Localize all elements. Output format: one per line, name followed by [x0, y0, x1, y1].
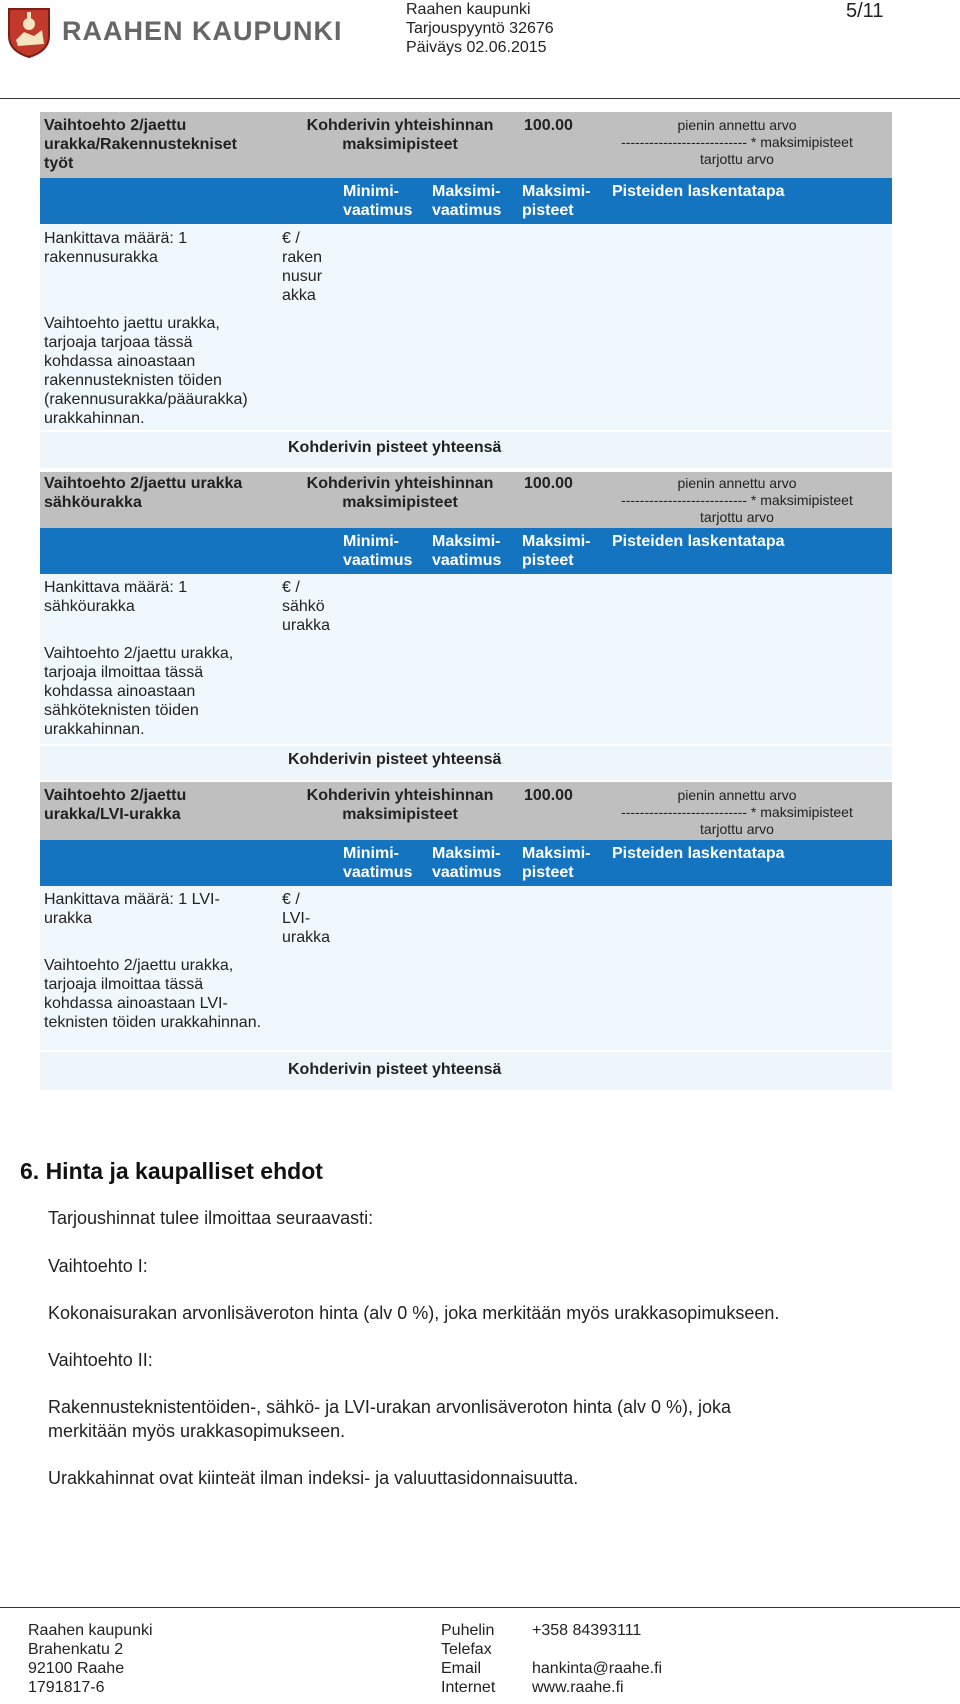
col-max-points: Maksimi- pisteet — [522, 533, 591, 569]
document-header-info — [406, 0, 554, 57]
header-org: Raahen kaupunki — [406, 1, 531, 18]
unit-text: € / LVI- urakka — [282, 891, 331, 946]
col-max-requirement: Maksimi- vaatimus — [432, 533, 502, 569]
page-number: 5/11 — [846, 0, 884, 22]
option2-text: Rakennusteknistentöiden-, sähkö- ja LVI-urakan arvonlisäveroton hinta (alv 0 %), joka merkitään myös urakkasopimukseen. — [48, 1397, 732, 1441]
col-scoring-method: Pisteiden laskentatapa — [612, 845, 785, 862]
quantity-text: Hankittava määrä: 1 LVI- urakka — [44, 891, 220, 927]
logo-wordmark: RAAHEN KAUPUNKI — [62, 16, 343, 46]
section-title: Vaihtoehto 2/jaettu urakka/LVI-urakka — [44, 787, 187, 823]
section-title: Vaihtoehto 2/jaettu urakka sähköurakka — [44, 475, 243, 511]
description-text: Vaihtoehto 2/jaettu urakka, tarjoaja ilmoittaa tässä kohdassa ainoastaan sähköteknisten töiden urakkahinnan. — [44, 645, 234, 738]
footer-phone: +358 84393111 — [532, 1622, 642, 1639]
footer-address: Raahen kaupunki Brahenkatu 2 92100 Raahe 1791817-6 — [28, 1622, 153, 1696]
header-date: Päiväys 02.06.2015 — [406, 39, 547, 56]
scoring-formula: pienin annettu arvo --------------------------- * maksimipisteet tarjottu arvo — [621, 475, 853, 525]
footer-email-link[interactable]: hankinta@raahe.fi — [532, 1660, 663, 1677]
footer-web-link[interactable]: www.raahe.fi — [532, 1679, 624, 1696]
city-crest-icon — [6, 6, 52, 58]
option2-label: Vaihtoehto II: — [48, 1350, 153, 1370]
max-points-label: Kohderivin yhteishinnan maksimipisteet — [306, 117, 494, 153]
footer-contact-labels: Puhelin Telefax Email Internet — [441, 1622, 496, 1696]
col-scoring-method: Pisteiden laskentatapa — [612, 183, 785, 200]
max-points-value: 100.00 — [524, 117, 573, 134]
unit-text: € / raken nusur akka — [282, 230, 323, 304]
max-points-label: Kohderivin yhteishinnan maksimipisteet — [306, 475, 494, 511]
max-points-value: 100.00 — [524, 787, 573, 804]
description-text: Vaihtoehto 2/jaettu urakka, tarjoaja ilmoittaa tässä kohdassa ainoastaan LVI- teknisten töiden urakkahinnan. — [44, 957, 262, 1031]
footer-divider — [0, 1607, 960, 1608]
section-title: Vaihtoehto 2/jaettu urakka/Rakennustekniset työt — [44, 117, 237, 172]
closing-text: Urakkahinnat ovat kiinteät ilman indeksi- ja valuuttasidonnaisuutta. — [48, 1468, 579, 1488]
col-max-requirement: Maksimi- vaatimus — [432, 183, 502, 219]
total-label: Kohderivin pisteet yhteensä — [288, 439, 502, 456]
header-divider — [0, 98, 960, 99]
unit-text: € / sähkö urakka — [282, 579, 331, 634]
option1-label: Vaihtoehto I: — [48, 1256, 148, 1276]
col-max-points: Maksimi- pisteet — [522, 183, 591, 219]
total-label: Kohderivin pisteet yhteensä — [288, 751, 502, 768]
quantity-text: Hankittava määrä: 1 rakennusurakka — [44, 230, 188, 266]
scoring-formula: pienin annettu arvo --------------------------- * maksimipisteet tarjottu arvo — [621, 117, 853, 167]
col-min-requirement: Minimi- vaatimus — [343, 183, 413, 219]
option1-text: Kokonaisurakan arvonlisäveroton hinta (alv 0 %), joka merkitään myös urakkasopimukseen. — [48, 1303, 780, 1323]
col-max-points: Maksimi- pisteet — [522, 845, 591, 881]
col-min-requirement: Minimi- vaatimus — [343, 533, 413, 569]
quantity-text: Hankittava määrä: 1 sähköurakka — [44, 579, 188, 615]
max-points-label: Kohderivin yhteishinnan maksimipisteet — [306, 787, 494, 823]
col-max-requirement: Maksimi- vaatimus — [432, 845, 502, 881]
total-label: Kohderivin pisteet yhteensä — [288, 1061, 502, 1078]
col-scoring-method: Pisteiden laskentatapa — [612, 533, 785, 550]
max-points-value: 100.00 — [524, 475, 573, 492]
footer-contact-values — [532, 1621, 662, 1697]
col-min-requirement: Minimi- vaatimus — [343, 845, 413, 881]
description-text: Vaihtoehto jaettu urakka, tarjoaja tarjoaa tässä kohdassa ainoastaan rakennusteknisten töiden (rakennusurakka/pääurakka) urakkahinnan. — [44, 315, 248, 427]
section-heading: 6. Hinta ja kaupalliset ehdot — [20, 1158, 323, 1184]
pricing-intro: Tarjoushinnat tulee ilmoittaa seuraavasti: — [48, 1208, 374, 1228]
header-reference: Tarjouspyyntö 32676 — [406, 20, 554, 37]
scoring-formula: pienin annettu arvo --------------------------- * maksimipisteet tarjottu arvo — [621, 787, 853, 837]
